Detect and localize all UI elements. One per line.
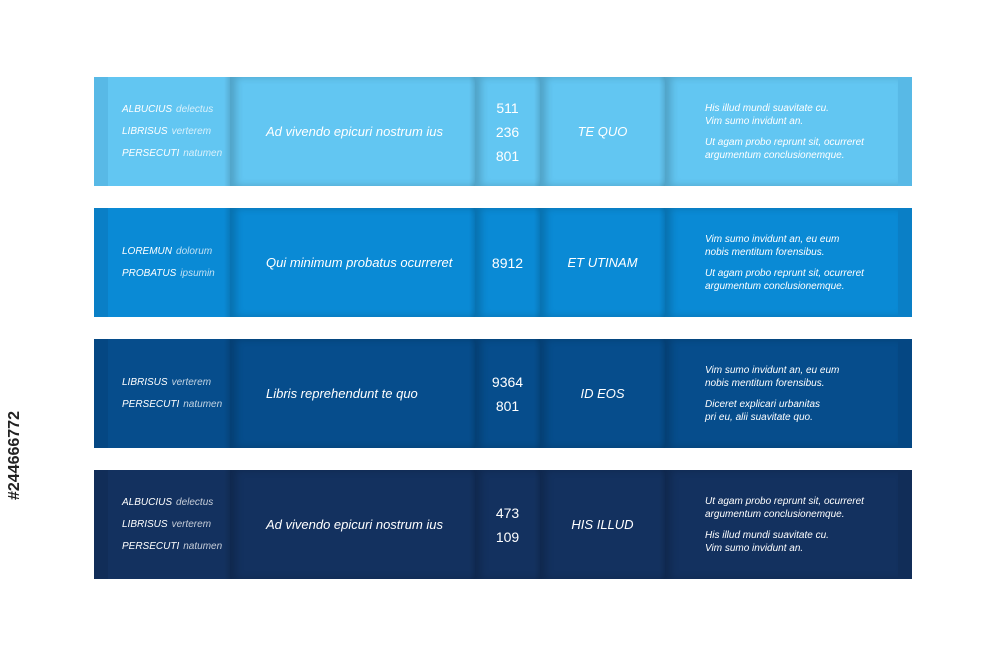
- row-description: [665, 77, 898, 186]
- number-value: 801: [495, 397, 520, 414]
- row-labels: [108, 77, 230, 186]
- row-numbers: [475, 339, 540, 448]
- column-divider: [469, 77, 475, 186]
- number-value: 511: [496, 99, 519, 116]
- table-row: [108, 470, 898, 579]
- column-divider: [224, 339, 230, 448]
- description-paragraph: Diceret explicari urbanitas pri eu, alii suavitate quo.: [705, 398, 821, 423]
- row-numbers: [475, 77, 540, 186]
- column-divider: [534, 77, 540, 186]
- row-title: [230, 77, 475, 186]
- column-divider: [469, 470, 475, 579]
- description-paragraph: Vim sumo invidunt an, eu eum nobis mentitum forensibus.: [705, 233, 840, 258]
- label-pair: [122, 497, 230, 508]
- label-value: verterem: [171, 126, 212, 137]
- row-title: [230, 470, 475, 579]
- label-key: LIBRISUS: [122, 126, 168, 137]
- column-divider: [534, 470, 540, 579]
- label-pair: [122, 399, 230, 410]
- label-key: LIBRISUS: [122, 519, 168, 530]
- number-value: 8912: [491, 254, 524, 271]
- label-value: verterem: [171, 519, 212, 530]
- column-divider: [469, 339, 475, 448]
- description-paragraph: Vim sumo invidunt an, eu eum nobis mentitum forensibus.: [705, 364, 840, 389]
- column-divider: [534, 339, 540, 448]
- row-tag-text: TE QUO: [577, 124, 628, 139]
- row-edge-right: [898, 208, 912, 317]
- row-tag-text: ID EOS: [580, 386, 625, 401]
- table-row: [108, 208, 898, 317]
- label-key: PROBATUS: [122, 268, 177, 279]
- row-description: [665, 339, 898, 448]
- table-row: [108, 339, 898, 448]
- column-divider: [224, 77, 230, 186]
- description-paragraph: His illud mundi suavitate cu. Vim sumo invidunt an.: [705, 529, 829, 554]
- row-title-text: Ad vivendo epicuri nostrum ius: [266, 517, 444, 532]
- number-value: 801: [495, 147, 520, 164]
- row-title: [230, 208, 475, 317]
- label-value: delectus: [176, 104, 214, 115]
- label-key: ALBUCIUS: [122, 104, 173, 115]
- label-value: natumen: [183, 399, 223, 410]
- watermark-id: #244666772: [6, 411, 23, 500]
- row-labels: [108, 208, 230, 317]
- row-description: [665, 470, 898, 579]
- row-numbers: [475, 470, 540, 579]
- row-tag-text: ET UTINAM: [567, 255, 638, 270]
- column-divider: [659, 208, 665, 317]
- description-paragraph: Ut agam probo reprunt sit, ocurreret argumentum conclusionemque.: [705, 267, 864, 292]
- row-labels: [108, 339, 230, 448]
- label-pair: [122, 541, 230, 552]
- row-title: [230, 339, 475, 448]
- description-paragraph: Ut agam probo reprunt sit, ocurreret argumentum conclusionemque.: [705, 136, 864, 161]
- label-value: natumen: [183, 148, 223, 159]
- row-edge-right: [898, 77, 912, 186]
- column-divider: [469, 208, 475, 317]
- row-tag-text: HIS ILLUD: [571, 517, 634, 532]
- column-divider: [659, 339, 665, 448]
- row-labels: [108, 470, 230, 579]
- label-key: PERSECUTI: [122, 399, 180, 410]
- description-paragraph: His illud mundi suavitate cu. Vim sumo invidunt an.: [705, 102, 829, 127]
- column-divider: [224, 208, 230, 317]
- label-pair: [122, 246, 230, 257]
- row-title-text: Libris reprehendunt te quo: [266, 386, 418, 401]
- row-tag: [540, 339, 665, 448]
- row-gap: [108, 317, 898, 339]
- row-description: [665, 208, 898, 317]
- row-edge-right: [898, 470, 912, 579]
- label-pair: [122, 377, 230, 388]
- label-key: ALBUCIUS: [122, 497, 173, 508]
- label-value: verterem: [171, 377, 212, 388]
- column-divider: [659, 470, 665, 579]
- label-value: delectus: [176, 497, 214, 508]
- row-title-text: Qui minimum probatus ocurreret: [266, 255, 453, 270]
- row-title-text: Ad vivendo epicuri nostrum ius: [266, 124, 444, 139]
- label-pair: [122, 148, 230, 159]
- column-divider: [534, 208, 540, 317]
- column-divider: [659, 77, 665, 186]
- column-divider: [224, 470, 230, 579]
- table-row: [108, 77, 898, 186]
- label-key: PERSECUTI: [122, 148, 180, 159]
- label-value: dolorum: [176, 246, 213, 257]
- row-numbers: [475, 208, 540, 317]
- label-value: ipsumin: [180, 268, 215, 279]
- row-edge-left: [94, 77, 108, 186]
- label-key: LIBRISUS: [122, 377, 168, 388]
- row-edge-right: [898, 339, 912, 448]
- row-edge-left: [94, 339, 108, 448]
- description-paragraph: Ut agam probo reprunt sit, ocurreret argumentum conclusionemque.: [705, 495, 864, 520]
- label-pair: [122, 268, 230, 279]
- row-edge-left: [94, 208, 108, 317]
- number-value: 109: [495, 528, 520, 545]
- number-value: 473: [495, 504, 520, 521]
- number-value: 9364: [491, 373, 524, 390]
- row-tag: [540, 77, 665, 186]
- row-gap: [108, 186, 898, 208]
- label-value: natumen: [183, 541, 223, 552]
- row-tag: [540, 208, 665, 317]
- comparison-table: [94, 77, 912, 579]
- label-pair: [122, 519, 230, 530]
- row-gap: [108, 448, 898, 470]
- label-pair: [122, 126, 230, 137]
- row-tag: [540, 470, 665, 579]
- number-value: 236: [495, 123, 520, 140]
- label-pair: [122, 104, 230, 115]
- label-key: LOREMUN: [122, 246, 173, 257]
- label-key: PERSECUTI: [122, 541, 180, 552]
- row-edge-left: [94, 470, 108, 579]
